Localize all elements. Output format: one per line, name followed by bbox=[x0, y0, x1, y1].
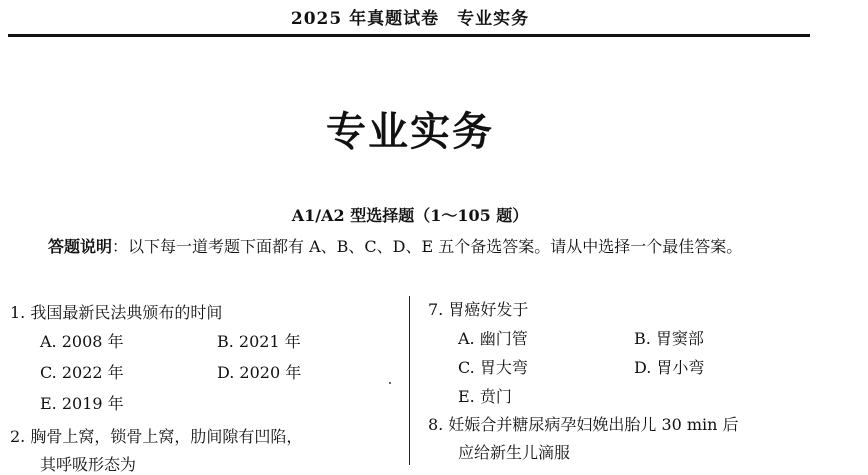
question-2-stem-continued: 其呼吸形态为 bbox=[40, 455, 137, 474]
question-7-option-a: A. 幽门管 bbox=[458, 329, 528, 348]
question-1-option-d: D. 2020 年 bbox=[217, 363, 302, 382]
question-1-stem: 1. 我国最新民法典颁布的时间 bbox=[10, 303, 223, 322]
instructions-text: ：以下每一道考题下面都有 A、B、C、D、E 五个备选答案。请从中选择一个最佳答案。 bbox=[112, 237, 743, 256]
question-7-option-e: E. 贲门 bbox=[458, 387, 512, 406]
question-7-option-b: B. 胃窦部 bbox=[634, 329, 704, 348]
header-rule bbox=[8, 34, 810, 37]
question-2-stem: 2. 胸骨上窝，锁骨上窝，肋间隙有凹陷， bbox=[10, 427, 303, 446]
question-7-stem: 7. 胃癌好发于 bbox=[428, 300, 529, 319]
question-7-option-d: D. 胃小弯 bbox=[634, 358, 705, 377]
question-1-option-b: B. 2021 年 bbox=[217, 332, 301, 351]
page-header: 2025 年真题试卷 专业实务 bbox=[290, 9, 530, 29]
small-dot bbox=[389, 382, 391, 384]
page-title: 专业实务 bbox=[326, 108, 494, 155]
column-divider bbox=[409, 296, 410, 465]
question-1-option-a: A. 2008 年 bbox=[40, 332, 124, 351]
question-1-option-c: C. 2022 年 bbox=[40, 363, 124, 382]
section-title: A1/A2 型选择题（1～105 题） bbox=[291, 206, 529, 225]
instructions-label: 答题说明 bbox=[48, 237, 113, 256]
question-8-stem: 8. 妊娠合并糖尿病孕妇娩出胎儿 30 min 后 bbox=[428, 415, 739, 434]
question-1-option-e: E. 2019 年 bbox=[40, 394, 124, 413]
question-8-stem-continued: 应给新生儿滴服 bbox=[458, 443, 571, 462]
instructions bbox=[10, 232, 810, 261]
question-7-option-c: C. 胃大弯 bbox=[458, 358, 528, 377]
